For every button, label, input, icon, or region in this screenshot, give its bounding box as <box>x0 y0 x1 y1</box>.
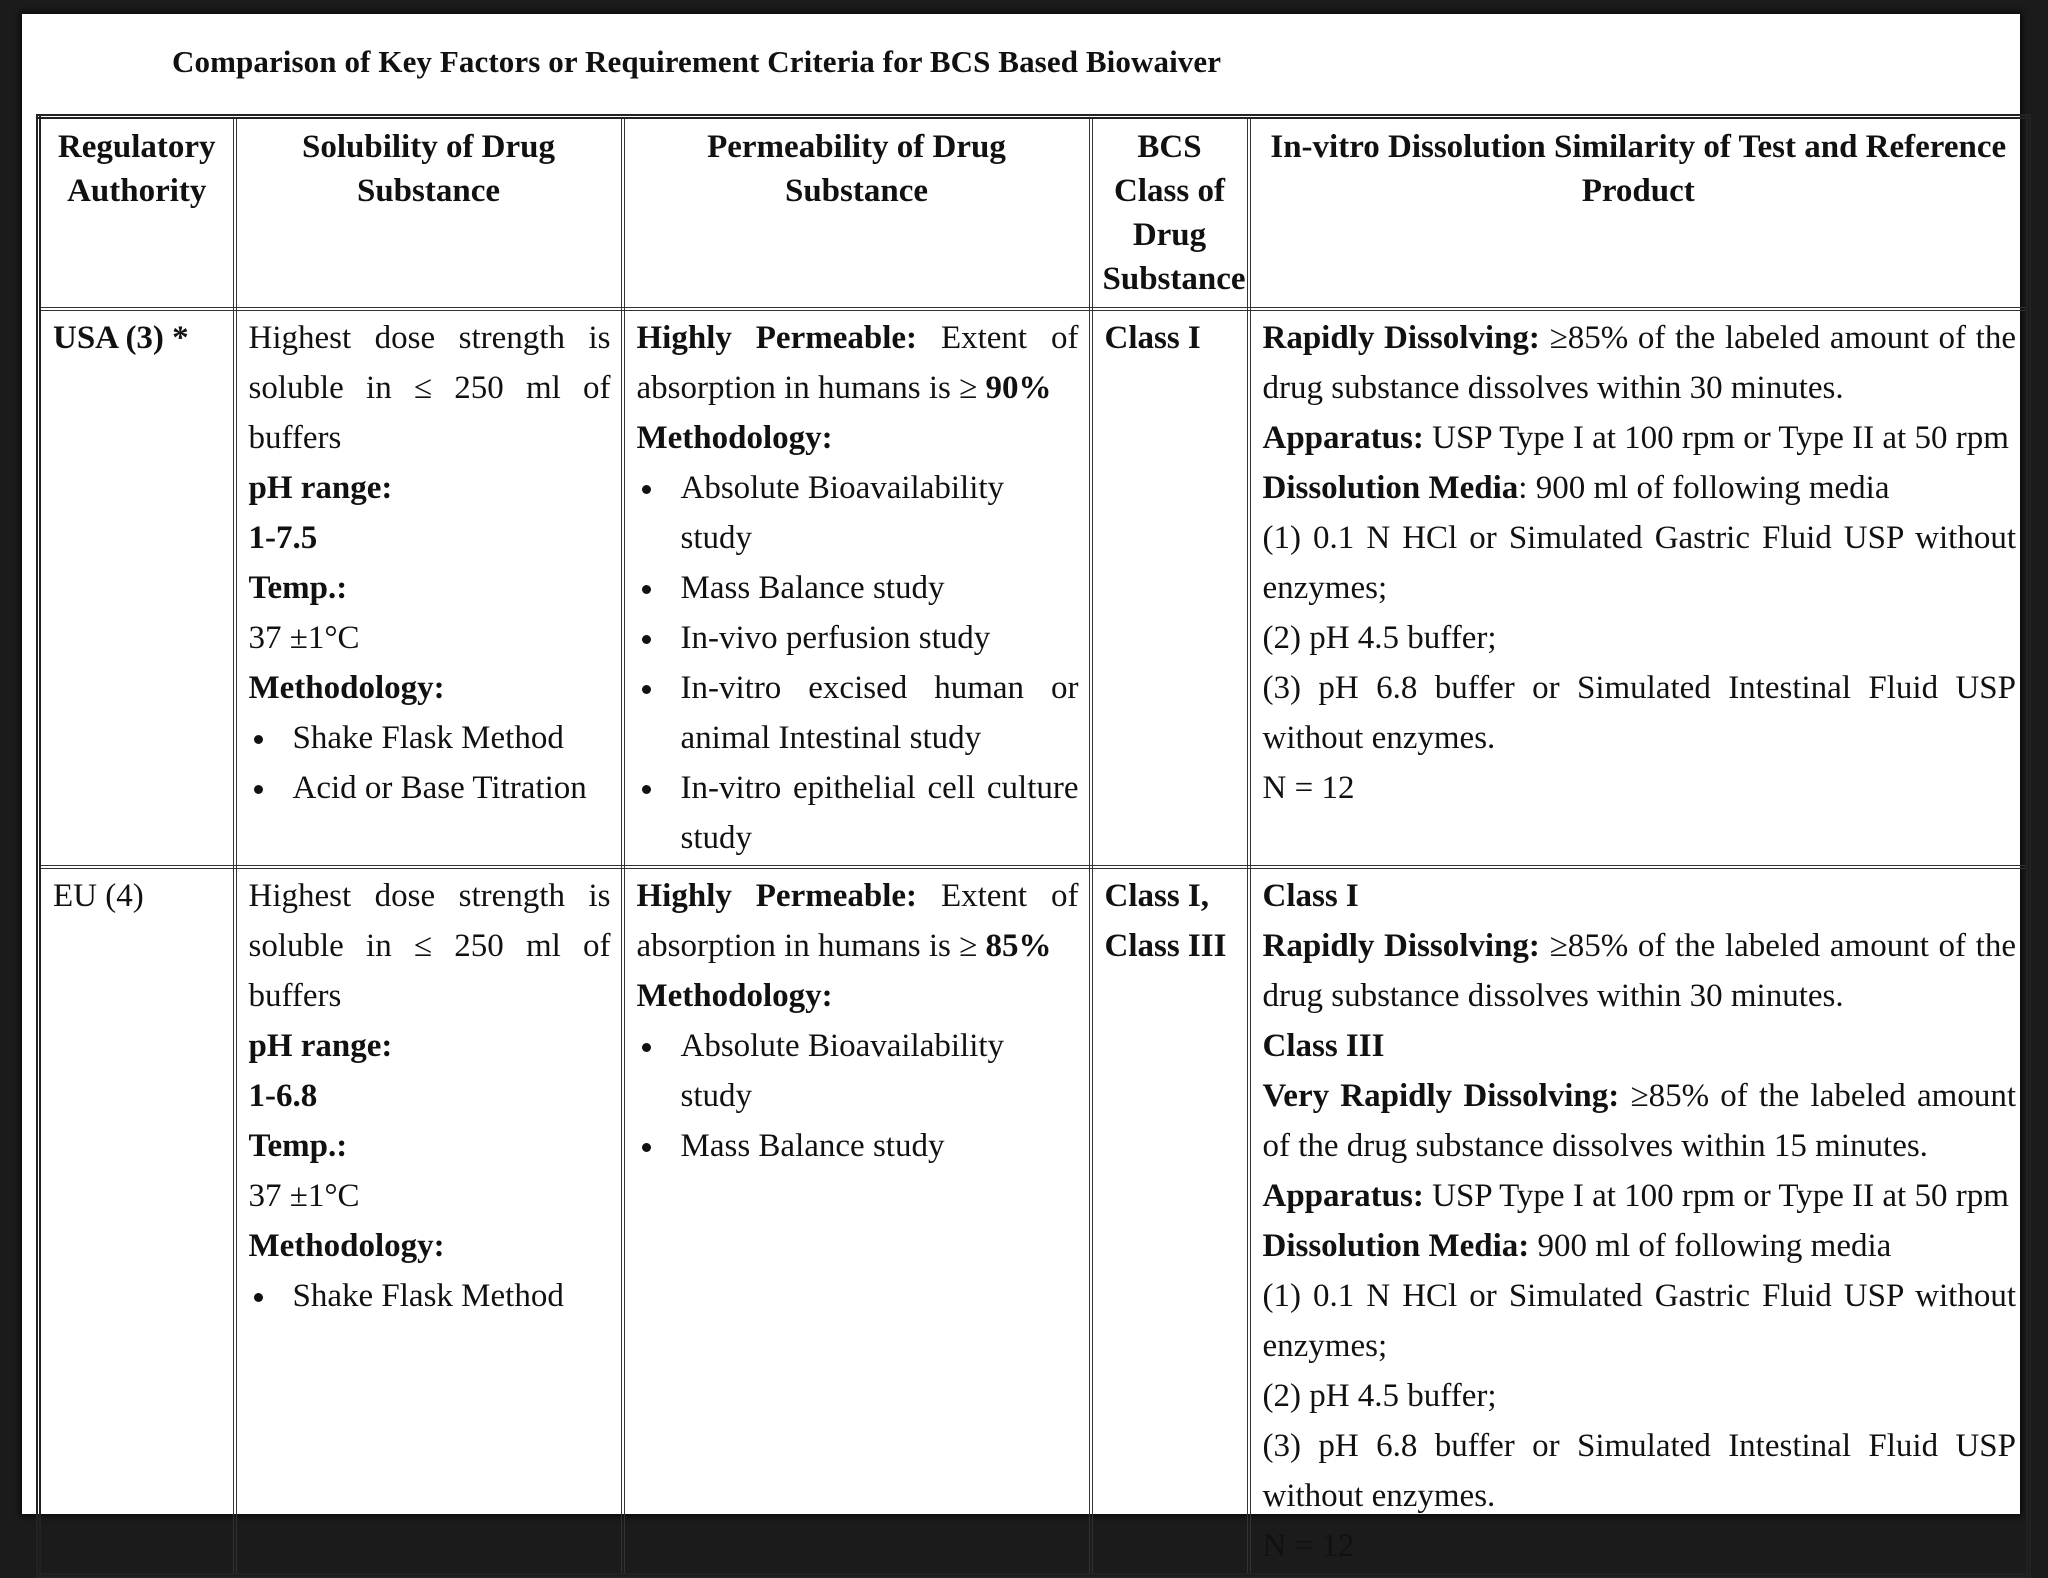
methodology-label: Methodology: <box>248 1228 445 1264</box>
biowaiver-comparison-table <box>36 114 2031 1578</box>
document-page <box>22 14 2020 1564</box>
dissolution-media-text <box>1263 463 2017 513</box>
media-item-1: (1) 0.1 N HCl or Simulated Gastric Fluid USP without enzymes; <box>1262 520 2016 606</box>
header-row <box>39 117 2029 310</box>
cell-dissolution <box>1249 867 2029 1576</box>
media-item-2: (2) pH 4.5 buffer; <box>1262 620 1497 656</box>
permeability-methods-list <box>637 463 1079 863</box>
highly-permeable-label: Highly Permeable: <box>636 320 918 356</box>
authority-label: USA (3) * <box>53 320 189 356</box>
permeability-description: Extent of absorption in humans is ≥ <box>636 320 1079 406</box>
apparatus-text <box>1263 1171 2017 1221</box>
list-item: • Absolute Bioavailability study <box>667 463 1079 563</box>
header-dissolution: In-vitro Dissolution Similarity of Test and Reference Product <box>1249 117 2029 310</box>
very-rapidly-dissolving-label: Very Rapidly Dissolving: <box>1262 1078 1620 1114</box>
rapidly-dissolving-text <box>1263 313 2017 413</box>
header-bcs-class: BCS Class of Drug Substance <box>1091 117 1249 310</box>
n-value: N = 12 <box>1262 1528 1355 1564</box>
permeability-methods-list <box>637 1021 1079 1171</box>
permeability-text <box>637 313 1079 413</box>
table-row-eu <box>39 867 2029 1576</box>
cell-authority <box>39 309 235 867</box>
header-permeability: Permeability of Drug Substance <box>623 117 1091 310</box>
cell-solubility <box>235 867 623 1576</box>
very-rapidly-dissolving-text <box>1263 1071 2017 1171</box>
apparatus-description: USP Type I at 100 rpm or Type II at 50 rpm <box>1432 1178 2009 1214</box>
apparatus-label: Apparatus: <box>1262 1178 1424 1214</box>
table-row-usa <box>39 309 2029 867</box>
permeability-value: 85% <box>985 928 1052 964</box>
permeability-description: Extent of absorption in humans is ≥ <box>636 878 1079 964</box>
dissolution-media-description: : 900 ml of following media <box>1518 470 1890 506</box>
temp-value: 37 ±1°C <box>248 1178 360 1214</box>
list-item: • Mass Balance study <box>667 1121 1079 1171</box>
cell-authority <box>39 867 235 1576</box>
cell-permeability <box>623 309 1091 867</box>
media-item-3: (3) pH 6.8 buffer or Simulated Intestinal Fluid USP without enzymes. <box>1262 670 2016 756</box>
permeability-text <box>637 871 1079 971</box>
rapidly-dissolving-label: Rapidly Dissolving: <box>1262 320 1540 356</box>
authority-label: EU (4) <box>53 878 144 914</box>
highly-permeable-label: Highly Permeable: <box>636 878 918 914</box>
list-item: • Acid or Base Titration <box>279 763 611 813</box>
class-1-label: Class I <box>1262 878 1359 914</box>
cell-permeability <box>623 867 1091 1576</box>
bcs-class-value-1: Class I, <box>1104 878 1210 914</box>
ph-range-value: 1-6.8 <box>248 1078 318 1114</box>
rapidly-dissolving-description: ≥85% of the labeled amount of the drug substance dissolves within 30 minutes. <box>1262 320 2016 406</box>
methodology-label: Methodology: <box>636 978 833 1014</box>
list-item: • Mass Balance study <box>667 563 1079 613</box>
cell-dissolution <box>1249 309 2029 867</box>
rapidly-dissolving-label: Rapidly Dissolving: <box>1262 928 1540 964</box>
apparatus-text <box>1263 413 2017 463</box>
solubility-methods-list <box>249 1271 611 1321</box>
list-item: • In-vitro excised human or animal Intestinal study <box>667 663 1079 763</box>
methodology-label: Methodology: <box>248 670 445 706</box>
cell-bcs-class <box>1091 867 1249 1576</box>
dissolution-media-label: Dissolution Media: <box>1262 1228 1530 1264</box>
n-value: N = 12 <box>1262 770 1355 806</box>
cell-solubility <box>235 309 623 867</box>
rapidly-dissolving-description: ≥85% of the labeled amount of the drug substance dissolves within 30 minutes. <box>1262 928 2016 1014</box>
apparatus-description: USP Type I at 100 rpm or Type II at 50 rpm <box>1432 420 2009 456</box>
list-item: • In-vivo perfusion study <box>667 613 1079 663</box>
ph-range-value: 1-7.5 <box>248 520 318 556</box>
list-item: • In-vitro epithelial cell culture study <box>667 763 1079 863</box>
ph-range-label: pH range: <box>248 1028 393 1064</box>
bcs-class-value-2: Class III <box>1104 928 1227 964</box>
rapidly-dissolving-text <box>1263 921 2017 1021</box>
header-authority: Regulatory Authority <box>39 117 235 310</box>
temp-value: 37 ±1°C <box>248 620 360 656</box>
dissolution-media-label: Dissolution Media <box>1262 470 1519 506</box>
dissolution-media-description: 900 ml of following media <box>1537 1228 1892 1264</box>
list-item: • Absolute Bioavailability study <box>667 1021 1079 1121</box>
temp-label: Temp.: <box>248 1128 348 1164</box>
table-caption: Comparison of Key Factors or Requirement Criteria for BCS Based Biowaiver <box>172 44 1222 79</box>
permeability-value: 90% <box>985 370 1052 406</box>
solubility-methods-list <box>249 713 611 813</box>
ph-range-label: pH range: <box>248 470 393 506</box>
media-item-2: (2) pH 4.5 buffer; <box>1262 1378 1497 1414</box>
apparatus-label: Apparatus: <box>1262 420 1424 456</box>
class-3-label: Class III <box>1262 1028 1385 1064</box>
solubility-text: Highest dose strength is soluble in ≤ 250 ml of buffers <box>248 320 611 456</box>
methodology-label: Methodology: <box>636 420 833 456</box>
header-solubility: Solubility of Drug Substance <box>235 117 623 310</box>
solubility-text: Highest dose strength is soluble in ≤ 250 ml of buffers <box>248 878 611 1014</box>
very-rapidly-dissolving-description: ≥85% of the labeled amount of the drug substance dissolves within 15 minutes. <box>1262 1078 2016 1164</box>
list-item: • Shake Flask Method <box>279 713 611 763</box>
media-item-3: (3) pH 6.8 buffer or Simulated Intestinal Fluid USP without enzymes. <box>1262 1428 2016 1514</box>
bcs-class-value: Class I <box>1104 320 1201 356</box>
temp-label: Temp.: <box>248 570 348 606</box>
cell-bcs-class <box>1091 309 1249 867</box>
list-item: • Shake Flask Method <box>279 1271 611 1321</box>
dissolution-media-text <box>1263 1221 2017 1271</box>
media-item-1: (1) 0.1 N HCl or Simulated Gastric Fluid USP without enzymes; <box>1262 1278 2016 1364</box>
